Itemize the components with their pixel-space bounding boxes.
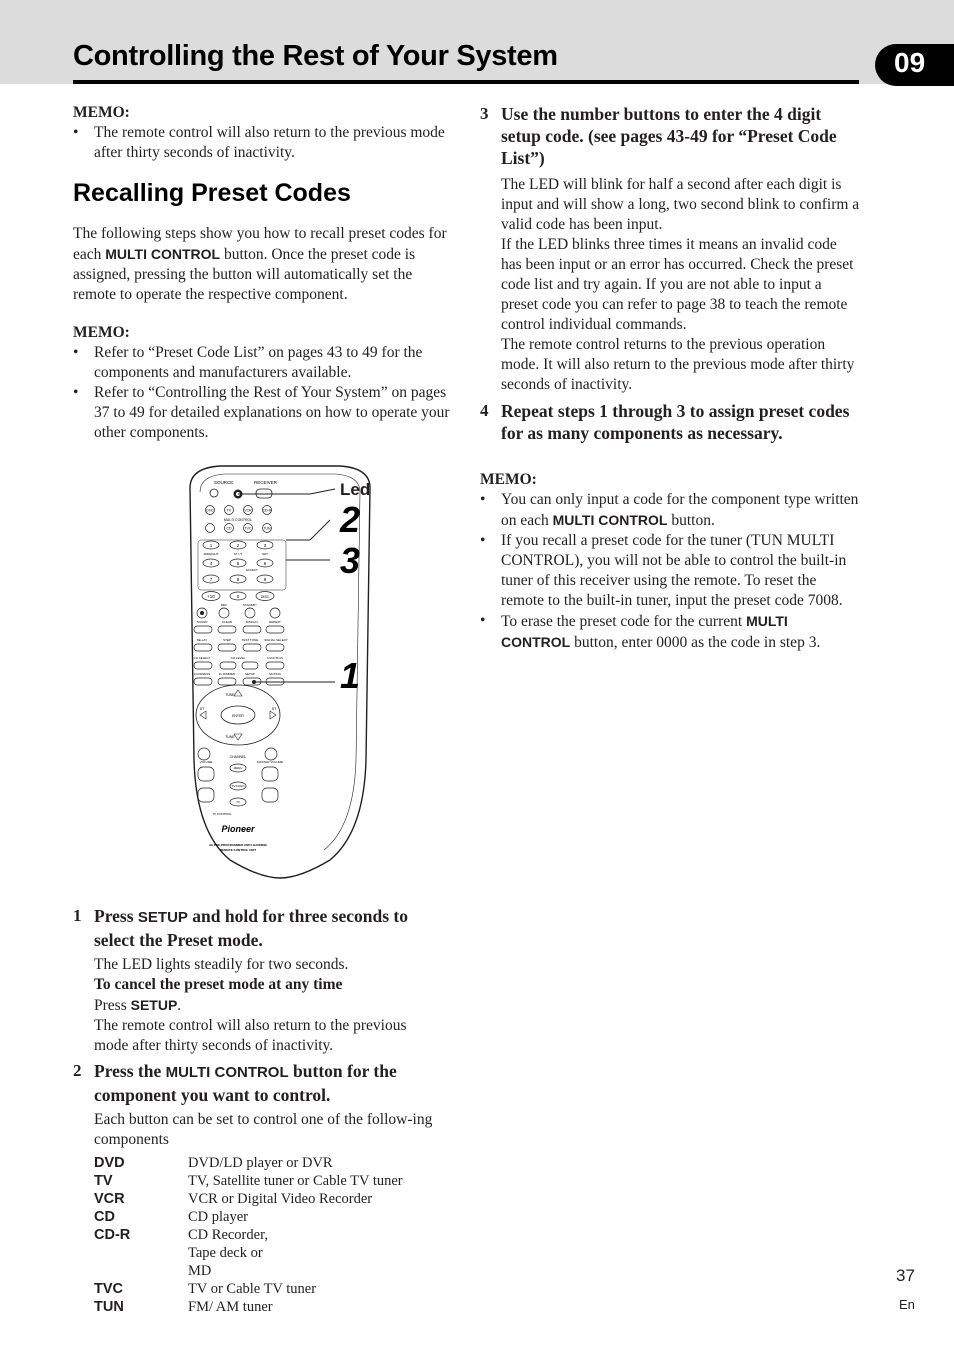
- digit-label: 2: [236, 543, 240, 548]
- component-key: TVC: [94, 1281, 123, 1297]
- component-desc: TV or Cable TV tuner: [188, 1281, 317, 1297]
- component-row: [94, 1154, 424, 1172]
- step-text: The LED will blink for half a second after each digit is input and will show a long, two second blink to confirm a valid code has been input.: [501, 176, 860, 233]
- cancel-heading: To cancel the preset mode at any time: [94, 976, 343, 993]
- page-number: 37: [896, 1266, 915, 1285]
- tune-label: TUNE: [225, 693, 235, 697]
- digit-label: DISC: [260, 595, 270, 599]
- component-key: VCR: [94, 1191, 125, 1207]
- step-number: 2: [73, 1061, 82, 1080]
- digit-label: 4: [209, 561, 213, 566]
- component-desc: DVD/LD player or DVR: [188, 1155, 333, 1171]
- memo-label: MEMO:: [480, 471, 537, 488]
- step-text: .: [177, 997, 182, 1014]
- component-key: DVD: [94, 1155, 125, 1171]
- step-text: The LED lights steadily for two seconds.: [94, 956, 349, 973]
- mc-label: VCR: [244, 508, 252, 513]
- digit-label: 7: [209, 577, 213, 582]
- remote-source-label: SOURCE: [214, 480, 234, 485]
- enter-label: ENTER: [232, 714, 244, 718]
- component-desc: CD Recorder, Tape deck or MD: [188, 1227, 268, 1279]
- step3-heading: Use the number buttons to enter the 4 digit setup code. (see pages 43-49 for “Preset Code List”): [501, 104, 837, 168]
- component-row: [94, 1190, 424, 1208]
- mc-label: DVD: [206, 508, 214, 513]
- section-intro: [73, 224, 458, 305]
- volume-label: VOLUME: [199, 760, 213, 764]
- num-sub-label: ST / ⁄T: [233, 552, 243, 556]
- st-label: ST: [199, 707, 205, 711]
- row-label: TEST TONE: [241, 638, 259, 642]
- component-desc: TV, Satellite tuner or Cable TV tuner: [188, 1173, 403, 1189]
- component-key: TUN: [94, 1299, 124, 1315]
- row-label: LOUDNESS: [193, 672, 211, 676]
- callout-number: 3: [340, 540, 361, 581]
- memo-text: button.: [667, 512, 715, 529]
- digit-label: 6: [263, 561, 267, 566]
- row-label: SETUP: [244, 672, 256, 676]
- step-text: The remote control returns to the previous operation mode. It will also return to the previous mode after thirty seconds of inactivity.: [501, 336, 855, 393]
- mc-label: TVC: [244, 526, 252, 531]
- callout-number: 2: [340, 499, 361, 540]
- step-head-keyword: SETUP: [137, 909, 188, 926]
- row-label: SOUND: [196, 620, 208, 624]
- menu-label: MENU: [233, 766, 243, 770]
- page-title: Controlling the Rest of Your System: [73, 40, 558, 72]
- effect-label: EFFECT: [246, 568, 258, 572]
- component-row: [94, 1172, 424, 1190]
- row-label: FUNCTION: [267, 656, 283, 660]
- header-rule: [73, 80, 859, 84]
- num-sub-label: SET: [262, 552, 268, 556]
- mc-label: CD-R: [262, 508, 272, 513]
- step-text: The remote control will also return to the previous mode after thirty seconds of inactivity.: [94, 1017, 407, 1054]
- callout-number: 1: [340, 655, 361, 696]
- memo-item: • The remote control will also return to the previous mode after thirty seconds of inactivity.: [73, 123, 458, 163]
- memo-item: [480, 490, 860, 531]
- model-label: REMOTE CONTROL UNIT: [219, 848, 257, 852]
- setup-keyword: SETUP: [130, 997, 178, 1013]
- channel-label: CHANNEL: [229, 755, 247, 759]
- memo-item: • Refer to “Controlling the Rest of Your System” on pages 37 to 49 for detailed explanations on how to operate your other components.: [73, 383, 458, 443]
- st-label: ST: [271, 707, 277, 711]
- digit-label: 1: [209, 543, 213, 548]
- memo-top: [73, 104, 458, 163]
- mc-label: CD: [226, 526, 232, 531]
- memo-text: To erase the preset code for the current: [501, 613, 747, 630]
- model-label: AV PRE-PROGRAMMED AND LEARNING: [208, 843, 268, 847]
- component-desc: VCR or Digital Video Recorder: [188, 1191, 373, 1207]
- step-head-text: and hold for three seconds to select the Preset mode.: [94, 906, 408, 950]
- component-row: [94, 1226, 424, 1280]
- brand-logo: Pioneer: [221, 824, 255, 834]
- intro-text: button. Once the preset code is assigned, pressing the button will automatically set the remote to operate the respective component.: [73, 246, 416, 303]
- component-row: [94, 1280, 424, 1298]
- digit-label: 0: [236, 594, 240, 599]
- step-number: 1: [73, 906, 82, 925]
- step2-body: Each button can be set to control one of the follow-ing components: [94, 1111, 433, 1148]
- step-head-text: Press the: [94, 1061, 166, 1081]
- row-label: CH LEVEL: [230, 656, 246, 660]
- step-number: 3: [480, 104, 489, 123]
- component-key: TV: [94, 1173, 113, 1189]
- tv-label: TV: [236, 800, 240, 804]
- memo-text: button, enter 0000 as the code in step 3.: [570, 634, 821, 651]
- row-label: STEP: [223, 638, 231, 642]
- step-head-text: Press: [94, 906, 138, 926]
- transport-label: REC: [220, 603, 228, 607]
- component-row: [94, 1208, 424, 1226]
- step-head-text: button for the component you want to control.: [94, 1061, 397, 1105]
- step-text: If the LED blinks three times it means an invalid code has been input or an error has occurred. Check the preset code list and try again. If you are not able to input a preset code you can refer to page 38 to teach the remote control individual commands.: [501, 236, 854, 333]
- row-label: MUTING: [269, 672, 281, 676]
- step1-body: [94, 955, 444, 1056]
- memo-item: • If you recall a preset code for the tuner (TUN MULTI CONTROL), you will not be able to control the built-in tuner of this receiver using the remote. To reset the remote to the built-in tuner, input the preset code 7008.: [480, 531, 860, 611]
- language-label: En: [899, 1297, 915, 1312]
- intro-keyword: MULTI CONTROL: [105, 246, 221, 262]
- memo-mid: [73, 324, 458, 443]
- master-volume-label: MASTER VOLUME: [256, 760, 284, 764]
- digit-label: 8: [236, 577, 240, 582]
- digit-label: +10: [207, 594, 215, 599]
- component-row: [94, 1298, 424, 1316]
- step2-heading: [94, 1060, 444, 1106]
- memo-right: [480, 471, 860, 653]
- row-label: CH SELECT: [193, 656, 211, 660]
- memo-item: [480, 611, 860, 653]
- remote-receiver-label: RECEIVER: [254, 480, 278, 485]
- component-desc: FM/ AM tuner: [188, 1299, 273, 1315]
- row-label: SIGNAL SELECT: [264, 638, 288, 642]
- tv-control-label: TV CONTROL: [212, 812, 232, 816]
- row-label: REPEAT: [269, 620, 281, 624]
- component-key: CD-R: [94, 1227, 131, 1243]
- step-number: 4: [480, 401, 489, 420]
- step3-body: [501, 175, 861, 395]
- memo-keyword: MULTI CONTROL: [501, 613, 788, 650]
- press-line: [94, 995, 444, 1016]
- mc-group-label: MULTI CONTROL: [223, 518, 253, 522]
- memo-keyword: MULTI CONTROL: [552, 512, 668, 528]
- row-label: DE-LAY: [196, 638, 208, 642]
- step-head-keyword: MULTI CONTROL: [165, 1064, 289, 1081]
- chapter-number: 09: [894, 47, 926, 78]
- step-text: Press: [94, 997, 131, 1014]
- digit-label: 5: [236, 561, 240, 566]
- tv-func-label: TV FUNC: [231, 784, 245, 788]
- step1-heading: [94, 905, 444, 951]
- row-label: FL DIMMER: [218, 672, 236, 676]
- digit-label: 3: [263, 543, 267, 548]
- memo-label: MEMO:: [73, 324, 130, 341]
- transport-label: STANDBY: [243, 603, 257, 607]
- component-key: CD: [94, 1209, 115, 1225]
- memo-text: You can only input a code for the component type written on each: [501, 491, 859, 529]
- memo-item: • Refer to “Preset Code List” on pages 43 to 49 for the components and manufacturers available.: [73, 343, 458, 383]
- intro-text: The following steps show you how to recall preset codes for each: [73, 225, 447, 263]
- digit-label: 9: [263, 577, 267, 582]
- row-label: DISPLAY: [245, 620, 259, 624]
- component-table: [94, 1154, 424, 1316]
- section-title: Recalling Preset Codes: [73, 179, 351, 207]
- led-label: Led: [340, 480, 371, 499]
- mc-label: TV: [226, 508, 232, 513]
- step4-heading: Repeat steps 1 through 3 to assign preset codes for as many components as necessary.: [501, 401, 850, 443]
- mc-label: TUN: [263, 526, 271, 531]
- tune-label: TUNE: [225, 735, 235, 739]
- memo-label: MEMO:: [73, 104, 130, 121]
- num-sub-label: MIDNIGHT: [203, 552, 219, 556]
- component-desc: CD player: [188, 1209, 248, 1225]
- row-label: CLEAR: [221, 620, 233, 624]
